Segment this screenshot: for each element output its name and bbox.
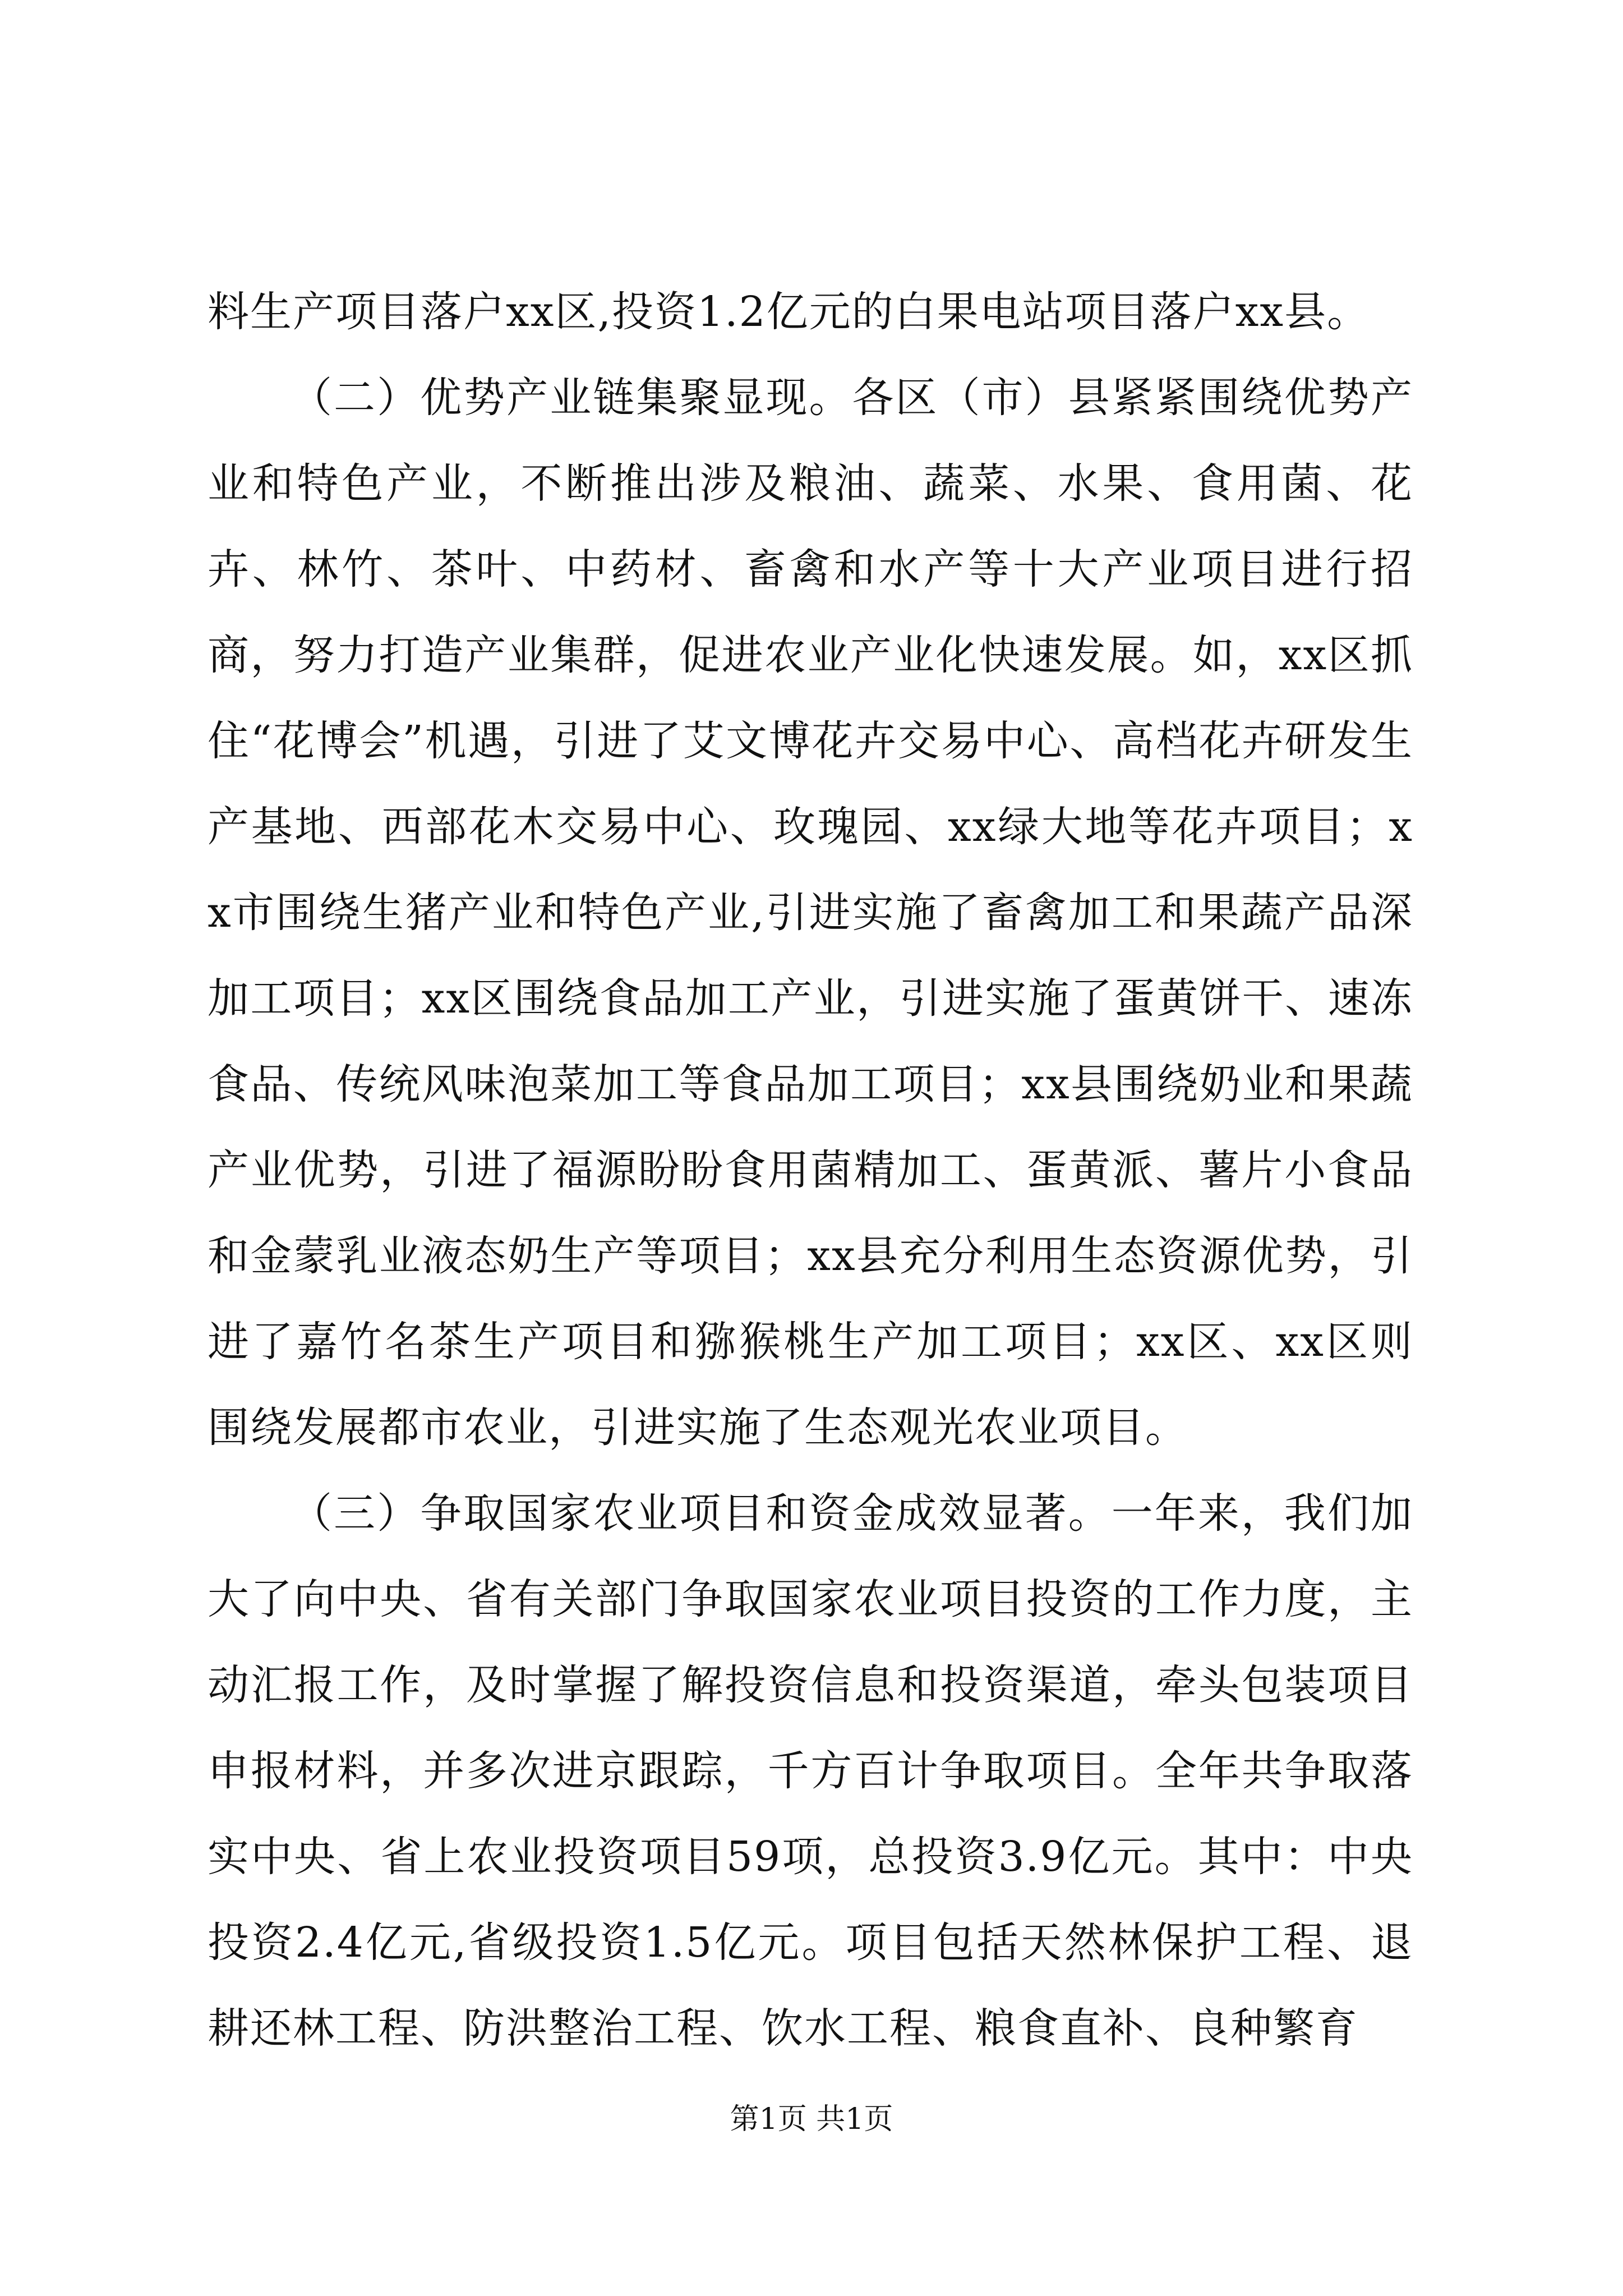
page-number: 第1页 共1页 [730,2102,893,2136]
paragraph-section-3: （三）争取国家农业项目和资金成效显著。一年来，我们加大了向中央、省有关部门争取国家农业项目投资的工作力度，主动汇报工作，及时掌握了解投资信息和投资渠道，牵头包装项目申报材料，并多次进京跟踪，千方百计争取项目。全年共争取落实中央、省上农业投资项目59项，总投资3.9亿元。其中：中央投资2.4亿元,省级投资1.5亿元。项目包括天然林保护工程、退耕还林工程、防洪整治工程、饮水工程、粮食直补、良种繁育 [208,1489,1413,2053]
document-body [208,269,1413,2072]
paragraph-continuation: 料生产项目落户xx区,投资1.2亿元的白果电站项目落户xx县。 [208,288,1370,336]
paragraph-section-2: （二）优势产业链集聚显现。各区（市）县紧紧围绕优势产业和特色产业，不断推出涉及粮油、蔬菜、水果、食用菌、花卉、林竹、茶叶、中药材、畜禽和水产等十大产业项目进行招商，努力打造产业集群，促进农业产业化快速发展。如，xx区抓住“花博会”机遇，引进了艾文博花卉交易中心、高档花卉研发生产基地、西部花木交易中心、玫瑰园、xx绿大地等花卉项目；xx市围绕生猪产业和特色产业,引进实施了畜禽加工和果蔬产品深加工项目；xx区围绕食品加工产业，引进实施了蛋黄饼干、速冻食品、传统风味泡菜加工等食品加工项目；xx县围绕奶业和果蔬产业优势，引进了福源盼盼食用菌精加工、蛋黄派、薯片小食品和金蒙乳业液态奶生产等项目；xx县充分利用生态资源优势，引进了嘉竹名茶生产项目和猕猴桃生产加工项目；xx区、xx区则围绕发展都市农业，引进实施了生态观光农业项目。 [208,374,1413,1452]
page-footer [0,2097,1623,2142]
